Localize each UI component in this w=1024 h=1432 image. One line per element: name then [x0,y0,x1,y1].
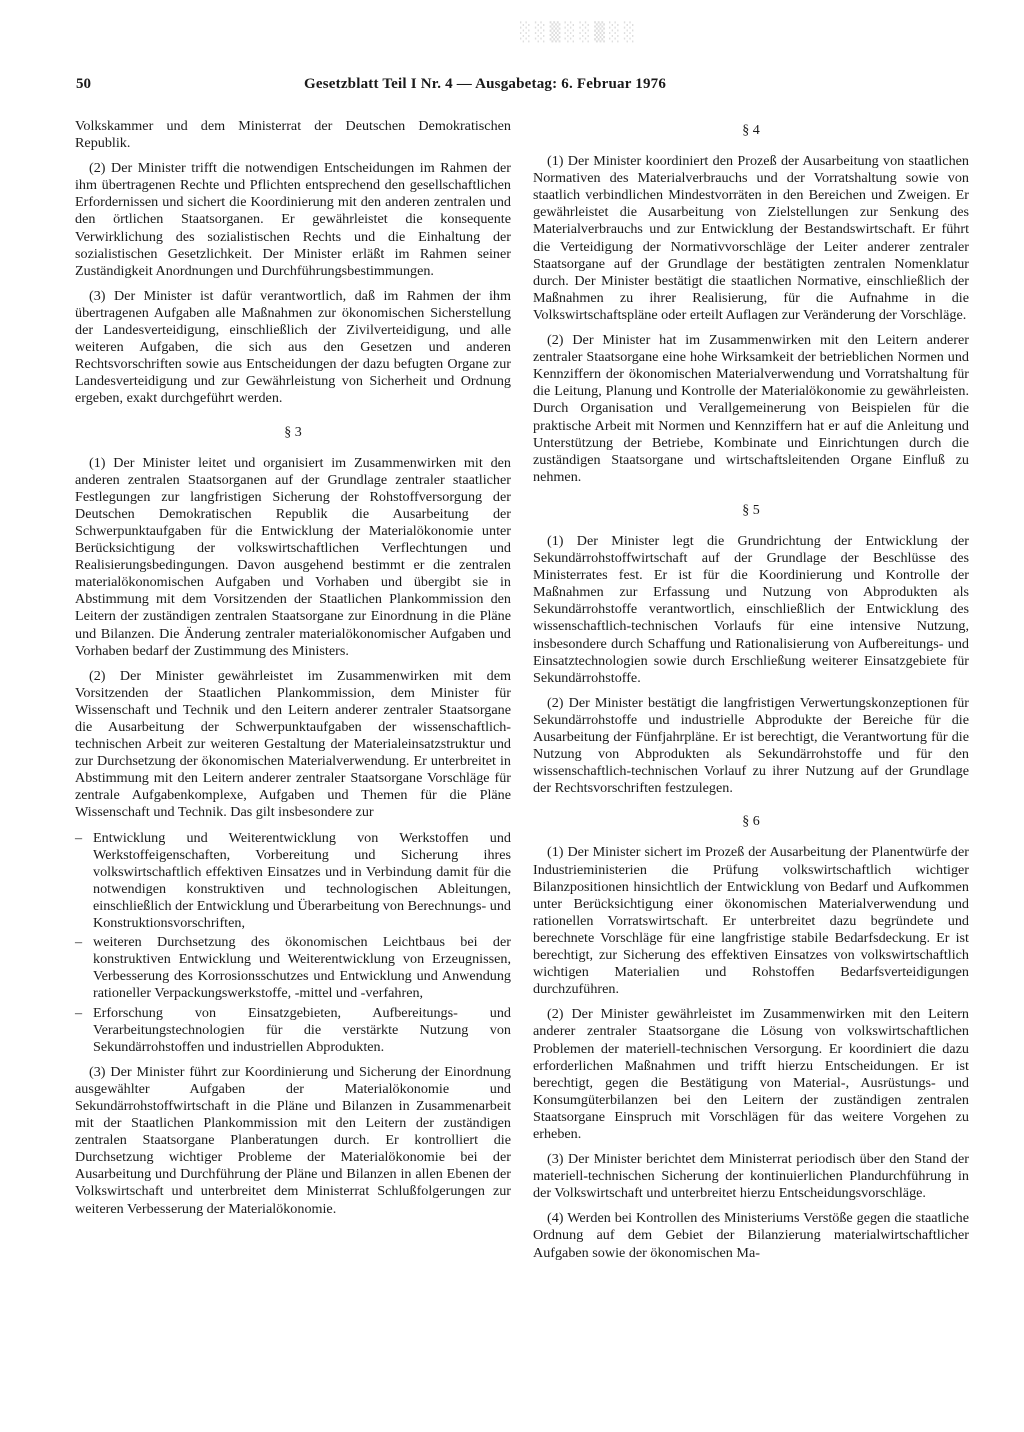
paragraph-5-2: (2) Der Minister bestätigt die langfristigen Verwertungskonzeptionen für Sekundärrohstoffe und industrielle Abprodukte der Bereiche für die Ausarbeitung der Fünfjahrpläne. Er ist berechtigt, die Verantwortung für die Nutzung von Abprodukten als Sekundärrohstoffe und für den wissenschaftlich-technischen Vorlauf zu ihrer Nutzung auf der Grundlage der Rechtsvorschriften festzulegen. [533,694,969,797]
list-item: – Erforschung von Einsatzgebieten, Aufbereitungs- und Verarbeitungstechnologien für die verstärkte Nutzung von Sekundärrohstoffen und industriellen Abprodukten. [75,1005,511,1056]
paragraph-2-3: (3) Der Minister ist dafür verantwortlich, daß im Rahmen der ihm übertragenen Aufgaben alle Maßnahmen zur ökonomischen Sicherstellung der Landesverteidigung, einschließlich der Zivilverteidigung, und alle weiteren Aufgaben, die sich aus den Gesetzen und anderen Rechtsvorschriften sowie aus Entscheidungen der dazu befugten Organe zur Landesverteidigung und zur Gewährleistung von Sicherheit und Ordnung ergeben, exakt durchgeführt werden. [75,287,511,407]
dash-list [75,830,511,1056]
list-item: – Entwicklung und Weiterentwicklung von Werkstoffen und Werkstoffeigenschaften, Vorbereitung und Sicherung ihres volkswirtschaftlich effektiven Einsatzes und in Verbindung damit für die notwendigen konstruktiven und technologischen Ableitungen, einschließlich der Entwicklung und Überarbeitung von Berechnungs- und Konstruktionsvorschriften, [75,830,511,933]
paragraph-3-1: (1) Der Minister leitet und organisiert im Zusammenwirken mit den anderen zentralen Staatsorganen auf der Grundlage zentraler staatlicher Festlegungen zur langfristigen Sicherung der Rohstoffversorgung der Deutschen Demokratischen Republik die Ausarbeitung der Schwerpunktaufgaben für die Entwicklung der Materialökonomie unter Berücksichtigung der volkswirtschaftlichen Verflechtungen und Realisierungsbedingungen. Davon ausgehend bestimmt er die zentralen materialökonomischen Aufgaben und Vorhaben und übergibt sie in Abstimmung mit dem Vorsitzenden der Staatlichen Plankommission den Leitern der zuständigen zentralen Staatsorgane zur Einordnung in die Pläne und Bilanzen. Die Änderung zentraler materialökonomischer Aufgaben und Vorhaben bedarf der Zustimmung des Ministers. [75,454,511,659]
faint-stamp-watermark: ░░▒░░▒░░ [520,22,639,43]
paragraph-3-2: (2) Der Minister gewährleistet im Zusammenwirken mit dem Vorsitzenden der Staatlichen Plankommission, dem Minister für Wissenschaft und Technik und den Leitern anderer zentraler Staatsorgane die Ausarbeitung der Schwerpunktaufgaben der wissenschaftlich-technischen Arbeit zur weiteren Gestaltung der Materialeinsatzstruktur und zur Durchsetzung der ökonomischen Materialverwendung. Er unterbreitet in Abstimmung mit den Leitern anderer zentraler Staatsorgane Vorschläge für zentrale Aufgabenkomplexe, Aufgaben und Themen für die Pläne Wissenschaft und Technik. Das gilt insbesondere zur [75,667,511,821]
paragraph-5-1: (1) Der Minister legt die Grundrichtung der Entwicklung der Sekundärrohstoffwirtschaft auf der Grundlage der Beschlüsse des Ministerrates fest. Er ist für die Koordinierung und Kontrolle der Maßnahmen zur Erfassung und Nutzung von Abprodukten als Sekundärrohstoffe verantwortlich, einschließlich der Entwicklung des wissenschaftlich-technischen Vorlaufs für eine intensive Nutzung, insbesondere durch Schaffung und Rationalisierung von Aufbereitungs- und Einsatztechnologien sowie durch Erschließung weiterer Einsatzgebiete für Sekundärrohstoffe. [533,532,969,686]
paragraph-3-3: (3) Der Minister führt zur Koordinierung und Sicherung der Einordnung ausgewählter Aufgaben der Materialökonomie und Sekundärrohstoffwirtschaft in die Pläne und Bilanzen in Zusammenarbeit mit der Staatlichen Plankommission mit den Leitern der zuständigen zentralen Staatsorgane Planberatungen durch. Er kontrolliert die Durchsetzung wichtiger Probleme der Materialökonomie bei der Ausarbeitung und Durchführung der Pläne und Bilanzen in allen Ebenen der Volkswirtschaft und unterbreitet dem Ministerrat Schlußfolgerungen zur weiteren Verbesserung der Materialökonomie. [75,1063,511,1217]
list-item: – weiteren Durchsetzung des ökonomischen Leichtbaus bei der konstruktiven Entwicklung und Weiterentwicklung von Erzeugnissen, Verbesserung des Korrosionsschutzes und Entwicklung und Anwendung rationeller Verpackungswerkstoffe, -mittel und -verfahren, [75,934,511,1002]
section-heading-4: § 4 [742,123,760,138]
right-column [533,118,969,1270]
paragraph-6-2: (2) Der Minister gewährleistet im Zusammenwirken mit den Leitern anderer zentraler Staatsorgane die Lösung von volkswirtschaftlichen Problemen der materiell-technischen Versorgung. Er koordiniert die dazu erforderlichen Maßnahmen und trifft hierzu Entscheidungen. Er ist berechtigt, gegen die Bestätigung von Material-, Ausrüstungs- und Konsumgüterbilanzen bei den Leitern der zuständigen zentralen Staatsorgane Einspruch mit Vorschlägen für das weitere Vorgehen zu erheben. [533,1006,969,1142]
left-column [75,118,511,1226]
paragraph-6-4: (4) Werden bei Kontrollen des Ministeriums Verstöße gegen die staatliche Ordnung auf dem Gebiet der Bilanzierung materialwirtschaftlicher Aufgaben sowie der ökonomischen Ma- [533,1210,969,1261]
section-heading-3: § 3 [284,424,302,440]
paragraph-4-1: (1) Der Minister koordiniert den Prozeß der Ausarbeitung von staatlichen Normativen des Materialverbrauchs und der Vorratshaltung sowie von staatlich verbindlichen Mindestvorräten in den Bereichen und Zweigen. Er gewährleistet die Ausarbeitung von Zielstellungen zur Senkung des Materialverbrauchs und zur Entwicklung der Bestandswirtschaft. Er führt die Verteidigung der Normativvorschläge der Leiter anderer zentraler Staatsorgane auf der Grundlage der bestätigten zentralen Nomenklatur durch. Der Minister bestätigt die staatlichen Normative, einschließlich der Maßnahmen zu ihrer Realisierung, für die Aufnahme in die Volkswirtschaftspläne oder erteilt Auflagen zur Veränderung der Vorschläge. [533,153,969,323]
paragraph-2-2: (2) Der Minister trifft die notwendigen Entscheidungen im Rahmen der ihm übertragenen Rechte und Pflichten entsprechend den gesellschaftlichen Erfordernissen und sichert die Koordinierung mit den anderen zentralen und den örtlichen Staatsorganen. Er gewährleistet die konsequente Verwirklichung des sozialistischen Rechts und die Einhaltung der sozialistischen Gesetzlichkeit. Der Minister erläßt im Rahmen seiner Zuständigkeit Anordnungen und Durchführungsbestimmungen. [75,160,511,279]
paragraph-4-2: (2) Der Minister hat im Zusammenwirken mit den Leitern anderer zentraler Staatsorgane eine hohe Wirksamkeit der betrieblichen Normen und Kennziffern der ökonomischen Materialverwendung und Vorratshaltung für die Leitung, Planung und Kontrolle der Materialökonomie zu gewährleisten. Durch Organisation und Verallgemeinerung von Beispielen für die praktische Arbeit mit Normen und Kennziffern hat er auf die Anleitung und Unterstützung der Betriebe, Kombinate und Einrichtungen durch die zuständigen Staatsorgane und wirtschaftsleitenden Organe Einfluß zu nehmen. [533,332,969,485]
paragraph-continued: Volkskammer und dem Ministerrat der Deutschen Demokratischen Republik. [75,118,511,152]
section-heading-5: § 5 [742,502,760,518]
section-heading-6: § 6 [742,814,760,830]
page-header [72,76,944,102]
paragraph-6-3: (3) Der Minister berichtet dem Ministerrat periodisch über den Stand der materiell-technischen Sicherung der kontinuierlichen Plandurchführung in der Volkswirtschaft und unterbreitet hierzu Entscheidungsvorschläge. [533,1151,969,1202]
page-number: 50 [76,76,91,92]
paragraph-6-1: (1) Der Minister sichert im Prozeß der Ausarbeitung der Planentwürfe der Industrieministerien die Prüfung volkswirtschaftlich wichtiger Bilanzpositionen hinsichtlich der Entwicklung von Bedarf und Aufkommen unter Berücksichtigung einer ökonomischen Materialverwendung und rationellen Vorratswirtschaft. Er unterbreitet dazu begründete und berechnete Vorschläge für eine langfristige stabile Bedarfsdeckung. Er ist berechtigt, zur Sicherung des effektiven Einsatzes von volkswirtschaftlich wichtigen Materialien und Rohstoffen Bedarfsverteidigungen durchzuführen. [533,844,969,998]
running-head: Gesetzblatt Teil I Nr. 4 — Ausgabetag: 6. Februar 1976 [304,76,667,92]
